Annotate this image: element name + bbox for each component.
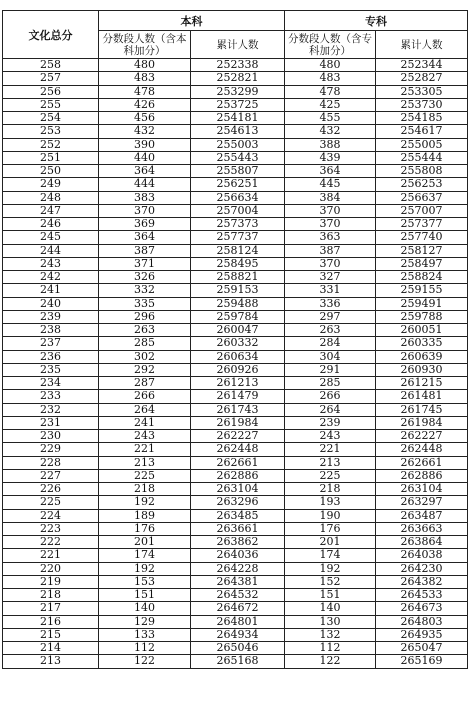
vocational-count-cell: 112 [285, 642, 376, 655]
vocational-cumulative-cell: 253730 [376, 98, 468, 111]
vocational-count-cell: 304 [285, 350, 376, 363]
vocational-count-cell: 480 [285, 59, 376, 72]
undergrad-count-cell: 426 [99, 98, 191, 111]
vocational-count-cell: 130 [285, 615, 376, 628]
table-row [3, 522, 468, 535]
table-row [3, 509, 468, 522]
undergrad-count-cell: 140 [99, 602, 191, 615]
undergrad-count-cell: 302 [99, 350, 191, 363]
undergrad-cumulative-cell: 260926 [191, 363, 285, 376]
score-cell: 217 [3, 602, 99, 615]
undergrad-count-cell: 383 [99, 191, 191, 204]
undergrad-cumulative-cell: 264532 [191, 589, 285, 602]
score-cell: 236 [3, 350, 99, 363]
score-cell: 223 [3, 522, 99, 535]
score-cell: 257 [3, 72, 99, 85]
undergrad-count-cell: 440 [99, 151, 191, 164]
undergrad-count-cell: 266 [99, 390, 191, 403]
vocational-count-cell: 363 [285, 231, 376, 244]
undergrad-count-cell: 483 [99, 72, 191, 85]
undergrad-count-cell: 387 [99, 244, 191, 257]
undergrad-cumulative-cell: 261479 [191, 390, 285, 403]
undergrad-count-cell: 221 [99, 443, 191, 456]
undergrad-cumulative-cell: 263485 [191, 509, 285, 522]
score-cell: 222 [3, 536, 99, 549]
score-cell: 237 [3, 337, 99, 350]
vocational-count-cell: 190 [285, 509, 376, 522]
undergrad-count-cell: 444 [99, 178, 191, 191]
vocational-cumulative-cell: 265047 [376, 642, 468, 655]
undergrad-cumulative-cell: 263862 [191, 536, 285, 549]
vocational-count-cell: 266 [285, 390, 376, 403]
vocational-count-cell: 192 [285, 562, 376, 575]
vocational-cumulative-cell: 264038 [376, 549, 468, 562]
vocational-cumulative-cell: 258497 [376, 257, 468, 270]
vocational-count-cell: 213 [285, 456, 376, 469]
vocational-cumulative-cell: 261215 [376, 377, 468, 390]
vocational-cumulative-cell: 262886 [376, 469, 468, 482]
undergrad-count-cell: 263 [99, 324, 191, 337]
undergrad-count-cell: 122 [99, 655, 191, 668]
undergrad-cumulative-cell: 256251 [191, 178, 285, 191]
vocational-count-cell: 140 [285, 602, 376, 615]
score-cell: 230 [3, 430, 99, 443]
vocational-cumulative-cell: 257377 [376, 218, 468, 231]
undergrad-count-cell: 292 [99, 363, 191, 376]
vocational-count-cell: 336 [285, 297, 376, 310]
score-cell: 245 [3, 231, 99, 244]
score-cell: 250 [3, 165, 99, 178]
score-cell: 242 [3, 271, 99, 284]
vocational-cumulative-cell: 263104 [376, 483, 468, 496]
undergrad-count-cell: 364 [99, 231, 191, 244]
undergrad-cumulative-cell: 262886 [191, 469, 285, 482]
undergrad-count-cell: 218 [99, 483, 191, 496]
vocational-count-cell: 176 [285, 522, 376, 535]
vocational-cumulative-cell: 259788 [376, 310, 468, 323]
vocational-count-cell: 132 [285, 628, 376, 641]
undergrad-count-cell: 129 [99, 615, 191, 628]
vocational-count-cell: 243 [285, 430, 376, 443]
undergrad-count-cell: 332 [99, 284, 191, 297]
undergrad-cumulative-cell: 264801 [191, 615, 285, 628]
score-distribution-table [2, 10, 468, 669]
header-vocational-count: 分数段人数（含专科加分） [285, 31, 376, 59]
undergrad-count-cell: 371 [99, 257, 191, 270]
undergrad-count-cell: 176 [99, 522, 191, 535]
table-row [3, 324, 468, 337]
table-row [3, 350, 468, 363]
vocational-count-cell: 331 [285, 284, 376, 297]
undergrad-cumulative-cell: 259488 [191, 297, 285, 310]
vocational-cumulative-cell: 263297 [376, 496, 468, 509]
vocational-cumulative-cell: 264382 [376, 575, 468, 588]
undergrad-cumulative-cell: 259153 [191, 284, 285, 297]
score-cell: 249 [3, 178, 99, 191]
header-vocational: 专科 [285, 11, 468, 31]
table-row [3, 59, 468, 72]
table-row [3, 469, 468, 482]
vocational-cumulative-cell: 262661 [376, 456, 468, 469]
score-cell: 226 [3, 483, 99, 496]
table-row [3, 403, 468, 416]
undergrad-cumulative-cell: 261984 [191, 416, 285, 429]
undergrad-count-cell: 287 [99, 377, 191, 390]
table-row [3, 615, 468, 628]
undergrad-cumulative-cell: 261213 [191, 377, 285, 390]
table-row [3, 390, 468, 403]
vocational-count-cell: 327 [285, 271, 376, 284]
undergrad-count-cell: 390 [99, 138, 191, 151]
score-cell: 253 [3, 125, 99, 138]
header-undergrad-count: 分数段人数（含本科加分） [99, 31, 191, 59]
table-row [3, 191, 468, 204]
score-cell: 232 [3, 403, 99, 416]
undergrad-count-cell: 189 [99, 509, 191, 522]
score-cell: 239 [3, 310, 99, 323]
table-row [3, 218, 468, 231]
vocational-cumulative-cell: 264803 [376, 615, 468, 628]
score-cell: 224 [3, 509, 99, 522]
table-row [3, 112, 468, 125]
table-row [3, 125, 468, 138]
table-row [3, 284, 468, 297]
undergrad-count-cell: 480 [99, 59, 191, 72]
undergrad-cumulative-cell: 253725 [191, 98, 285, 111]
undergrad-cumulative-cell: 255003 [191, 138, 285, 151]
undergrad-cumulative-cell: 262661 [191, 456, 285, 469]
vocational-count-cell: 455 [285, 112, 376, 125]
vocational-count-cell: 152 [285, 575, 376, 588]
vocational-cumulative-cell: 263487 [376, 509, 468, 522]
vocational-count-cell: 370 [285, 218, 376, 231]
score-cell: 255 [3, 98, 99, 111]
vocational-cumulative-cell: 252827 [376, 72, 468, 85]
undergrad-count-cell: 241 [99, 416, 191, 429]
vocational-cumulative-cell: 260335 [376, 337, 468, 350]
vocational-count-cell: 174 [285, 549, 376, 562]
vocational-cumulative-cell: 259491 [376, 297, 468, 310]
score-cell: 234 [3, 377, 99, 390]
table-row [3, 257, 468, 270]
vocational-count-cell: 285 [285, 377, 376, 390]
table-row [3, 628, 468, 641]
undergrad-cumulative-cell: 260047 [191, 324, 285, 337]
vocational-cumulative-cell: 254617 [376, 125, 468, 138]
undergrad-cumulative-cell: 262227 [191, 430, 285, 443]
undergrad-cumulative-cell: 264228 [191, 562, 285, 575]
undergrad-count-cell: 174 [99, 549, 191, 562]
score-cell: 220 [3, 562, 99, 575]
undergrad-cumulative-cell: 258495 [191, 257, 285, 270]
undergrad-count-cell: 370 [99, 204, 191, 217]
undergrad-cumulative-cell: 255807 [191, 165, 285, 178]
vocational-count-cell: 221 [285, 443, 376, 456]
table-row [3, 642, 468, 655]
undergrad-count-cell: 225 [99, 469, 191, 482]
vocational-count-cell: 297 [285, 310, 376, 323]
vocational-count-cell: 483 [285, 72, 376, 85]
table-row [3, 416, 468, 429]
undergrad-cumulative-cell: 264381 [191, 575, 285, 588]
table-body [3, 59, 468, 669]
undergrad-cumulative-cell: 261743 [191, 403, 285, 416]
table-row [3, 562, 468, 575]
undergrad-cumulative-cell: 255443 [191, 151, 285, 164]
score-cell: 229 [3, 443, 99, 456]
score-cell: 238 [3, 324, 99, 337]
undergrad-count-cell: 456 [99, 112, 191, 125]
vocational-cumulative-cell: 254185 [376, 112, 468, 125]
undergrad-count-cell: 153 [99, 575, 191, 588]
table-row [3, 138, 468, 151]
vocational-count-cell: 364 [285, 165, 376, 178]
vocational-count-cell: 291 [285, 363, 376, 376]
undergrad-count-cell: 478 [99, 85, 191, 98]
undergrad-count-cell: 151 [99, 589, 191, 602]
table-row [3, 297, 468, 310]
vocational-count-cell: 201 [285, 536, 376, 549]
vocational-cumulative-cell: 256637 [376, 191, 468, 204]
vocational-cumulative-cell: 252344 [376, 59, 468, 72]
undergrad-cumulative-cell: 256634 [191, 191, 285, 204]
vocational-count-cell: 384 [285, 191, 376, 204]
vocational-count-cell: 218 [285, 483, 376, 496]
undergrad-count-cell: 326 [99, 271, 191, 284]
score-cell: 241 [3, 284, 99, 297]
table-row [3, 72, 468, 85]
vocational-cumulative-cell: 260051 [376, 324, 468, 337]
vocational-cumulative-cell: 258824 [376, 271, 468, 284]
undergrad-cumulative-cell: 252821 [191, 72, 285, 85]
vocational-cumulative-cell: 260930 [376, 363, 468, 376]
undergrad-count-cell: 432 [99, 125, 191, 138]
table-row [3, 456, 468, 469]
undergrad-count-cell: 369 [99, 218, 191, 231]
table-row [3, 178, 468, 191]
vocational-cumulative-cell: 263864 [376, 536, 468, 549]
score-cell: 213 [3, 655, 99, 668]
score-cell: 231 [3, 416, 99, 429]
undergrad-cumulative-cell: 257373 [191, 218, 285, 231]
table-row [3, 337, 468, 350]
vocational-cumulative-cell: 259155 [376, 284, 468, 297]
vocational-cumulative-cell: 253305 [376, 85, 468, 98]
table-row [3, 549, 468, 562]
vocational-cumulative-cell: 264935 [376, 628, 468, 641]
vocational-count-cell: 425 [285, 98, 376, 111]
vocational-cumulative-cell: 264230 [376, 562, 468, 575]
table-row [3, 377, 468, 390]
table-row [3, 589, 468, 602]
table-row [3, 536, 468, 549]
undergrad-cumulative-cell: 264672 [191, 602, 285, 615]
table-row [3, 151, 468, 164]
undergrad-cumulative-cell: 257737 [191, 231, 285, 244]
undergrad-cumulative-cell: 260634 [191, 350, 285, 363]
table-row [3, 430, 468, 443]
score-cell: 244 [3, 244, 99, 257]
undergrad-cumulative-cell: 265168 [191, 655, 285, 668]
undergrad-cumulative-cell: 258124 [191, 244, 285, 257]
vocational-cumulative-cell: 261745 [376, 403, 468, 416]
table-row [3, 363, 468, 376]
score-cell: 218 [3, 589, 99, 602]
undergrad-cumulative-cell: 259784 [191, 310, 285, 323]
vocational-cumulative-cell: 262448 [376, 443, 468, 456]
vocational-count-cell: 193 [285, 496, 376, 509]
table-row [3, 244, 468, 257]
undergrad-count-cell: 296 [99, 310, 191, 323]
vocational-count-cell: 122 [285, 655, 376, 668]
undergrad-cumulative-cell: 254613 [191, 125, 285, 138]
undergrad-cumulative-cell: 263104 [191, 483, 285, 496]
score-cell: 216 [3, 615, 99, 628]
undergrad-cumulative-cell: 263296 [191, 496, 285, 509]
score-cell: 251 [3, 151, 99, 164]
table-row [3, 483, 468, 496]
undergrad-cumulative-cell: 262448 [191, 443, 285, 456]
undergrad-count-cell: 285 [99, 337, 191, 350]
score-cell: 248 [3, 191, 99, 204]
table-row [3, 165, 468, 178]
score-cell: 227 [3, 469, 99, 482]
undergrad-cumulative-cell: 257004 [191, 204, 285, 217]
vocational-count-cell: 388 [285, 138, 376, 151]
vocational-count-cell: 370 [285, 204, 376, 217]
vocational-count-cell: 387 [285, 244, 376, 257]
score-cell: 233 [3, 390, 99, 403]
header-undergrad-cumulative: 累计人数 [191, 31, 285, 59]
table-row [3, 310, 468, 323]
vocational-cumulative-cell: 255005 [376, 138, 468, 151]
table-row [3, 98, 468, 111]
vocational-count-cell: 264 [285, 403, 376, 416]
vocational-cumulative-cell: 261481 [376, 390, 468, 403]
vocational-cumulative-cell: 262227 [376, 430, 468, 443]
score-cell: 258 [3, 59, 99, 72]
vocational-cumulative-cell: 263663 [376, 522, 468, 535]
vocational-count-cell: 445 [285, 178, 376, 191]
vocational-cumulative-cell: 264673 [376, 602, 468, 615]
vocational-count-cell: 432 [285, 125, 376, 138]
vocational-count-cell: 151 [285, 589, 376, 602]
score-cell: 225 [3, 496, 99, 509]
score-cell: 246 [3, 218, 99, 231]
undergrad-count-cell: 112 [99, 642, 191, 655]
undergrad-count-cell: 192 [99, 562, 191, 575]
vocational-cumulative-cell: 264533 [376, 589, 468, 602]
table-row [3, 204, 468, 217]
vocational-cumulative-cell: 260639 [376, 350, 468, 363]
undergrad-cumulative-cell: 265046 [191, 642, 285, 655]
vocational-count-cell: 478 [285, 85, 376, 98]
vocational-count-cell: 239 [285, 416, 376, 429]
score-cell: 256 [3, 85, 99, 98]
undergrad-count-cell: 335 [99, 297, 191, 310]
header-undergrad: 本科 [99, 11, 285, 31]
vocational-cumulative-cell: 261984 [376, 416, 468, 429]
score-cell: 254 [3, 112, 99, 125]
vocational-count-cell: 284 [285, 337, 376, 350]
undergrad-cumulative-cell: 253299 [191, 85, 285, 98]
table-row [3, 271, 468, 284]
table-row [3, 496, 468, 509]
undergrad-count-cell: 364 [99, 165, 191, 178]
table-row [3, 85, 468, 98]
undergrad-count-cell: 243 [99, 430, 191, 443]
score-cell: 252 [3, 138, 99, 151]
score-cell: 240 [3, 297, 99, 310]
vocational-count-cell: 439 [285, 151, 376, 164]
undergrad-count-cell: 192 [99, 496, 191, 509]
undergrad-cumulative-cell: 260332 [191, 337, 285, 350]
undergrad-cumulative-cell: 263661 [191, 522, 285, 535]
vocational-count-cell: 263 [285, 324, 376, 337]
undergrad-cumulative-cell: 252338 [191, 59, 285, 72]
vocational-count-cell: 370 [285, 257, 376, 270]
vocational-count-cell: 225 [285, 469, 376, 482]
table-row [3, 602, 468, 615]
vocational-cumulative-cell: 257740 [376, 231, 468, 244]
score-cell: 221 [3, 549, 99, 562]
score-cell: 215 [3, 628, 99, 641]
table-row [3, 575, 468, 588]
score-cell: 214 [3, 642, 99, 655]
vocational-cumulative-cell: 265169 [376, 655, 468, 668]
score-cell: 247 [3, 204, 99, 217]
vocational-cumulative-cell: 255444 [376, 151, 468, 164]
score-cell: 243 [3, 257, 99, 270]
vocational-cumulative-cell: 256253 [376, 178, 468, 191]
undergrad-count-cell: 133 [99, 628, 191, 641]
undergrad-cumulative-cell: 258821 [191, 271, 285, 284]
header-score: 文化总分 [3, 11, 99, 59]
undergrad-count-cell: 213 [99, 456, 191, 469]
score-cell: 219 [3, 575, 99, 588]
undergrad-cumulative-cell: 254181 [191, 112, 285, 125]
vocational-cumulative-cell: 255808 [376, 165, 468, 178]
table-row [3, 443, 468, 456]
table-row [3, 231, 468, 244]
undergrad-count-cell: 264 [99, 403, 191, 416]
undergrad-count-cell: 201 [99, 536, 191, 549]
score-cell: 228 [3, 456, 99, 469]
header-vocational-cumulative: 累计人数 [376, 31, 468, 59]
table-row [3, 655, 468, 668]
undergrad-cumulative-cell: 264934 [191, 628, 285, 641]
vocational-cumulative-cell: 258127 [376, 244, 468, 257]
vocational-cumulative-cell: 257007 [376, 204, 468, 217]
score-cell: 235 [3, 363, 99, 376]
undergrad-cumulative-cell: 264036 [191, 549, 285, 562]
